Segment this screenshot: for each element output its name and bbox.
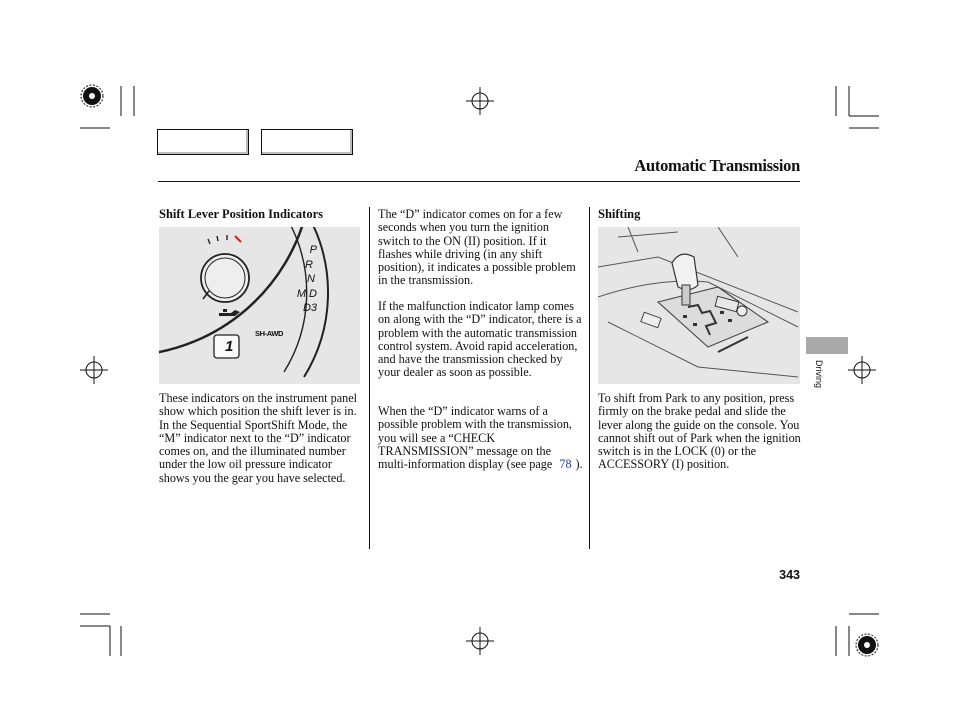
nav-button-contents[interactable] — [157, 129, 249, 155]
shift-console-illustration — [598, 227, 800, 384]
column-divider-1 — [369, 207, 370, 549]
check-transmission-text: When the “D” indicator warns of a possible problem with the transmission, you will see a “CHECK TRANSMISSION” message on the multi-information display (see page — [378, 404, 572, 472]
gear-m-d — [283, 287, 317, 302]
gear-r: R — [305, 258, 313, 271]
section-heading-indicators: Shift Lever Position Indicators — [159, 207, 324, 221]
header-rule — [158, 181, 800, 182]
section-heading-shifting: Shifting — [598, 207, 641, 221]
indicator-panel-figure — [159, 227, 360, 384]
sh-awd-badge: SH-AWD — [255, 329, 284, 338]
gear-d3: D3 — [302, 302, 317, 314]
page-title: Automatic Transmission — [634, 156, 800, 175]
page-78-link[interactable]: 78 — [559, 457, 572, 472]
section-tab-label: Driving — [814, 360, 824, 389]
check-transmission-paragraph — [378, 405, 583, 471]
section-tab[interactable] — [806, 337, 848, 354]
d-indicator-paragraph: The “D” indicator comes on for a few seconds when you turn the ignition switch to the ON (II) position. If it flashes while driving (in any shift position), it indicates a possible problem in the transmission. — [378, 207, 576, 288]
column-divider-2 — [589, 207, 590, 549]
malfunction-paragraph: If the malfunction indicator lamp comes on along with the “D” indicator, there is a problem with the automatic transmission control system. Avoid rapid acceleration, and have the transmission checked by your dealer as soon as possible. — [378, 299, 582, 380]
gear-m: M — [296, 287, 306, 300]
shift-lever-figure — [598, 227, 800, 384]
gear-digit-display: 1 — [225, 338, 234, 355]
shifting-body-text: To shift from Park to any position, press firmly on the brake pedal and slide the lever along the guide on the console. You cannot shift out of Park when the ignition switch is in the LOCK (0) or the ACCESSORY (I) position. — [598, 391, 801, 472]
gear-n: N — [307, 273, 315, 285]
gear-p: P — [309, 244, 317, 256]
page-number: 343 — [779, 568, 800, 582]
nav-button-index[interactable] — [261, 129, 353, 155]
indicators-body-text: These indicators on the instrument panel show which position the shift lever is in. In the Sequential SportShift Mode, the “M” indicator next to the “D” indicator comes on, and the illuminated number under the low oil pressure indicator shows you the gear you have selected. — [159, 391, 357, 485]
instrument-panel-illustration — [159, 227, 360, 384]
gear-d: D — [309, 287, 317, 300]
oil-pressure-icon — [219, 309, 240, 316]
paragraph-end: ). — [575, 457, 583, 472]
gear-letter-list — [283, 243, 317, 316]
